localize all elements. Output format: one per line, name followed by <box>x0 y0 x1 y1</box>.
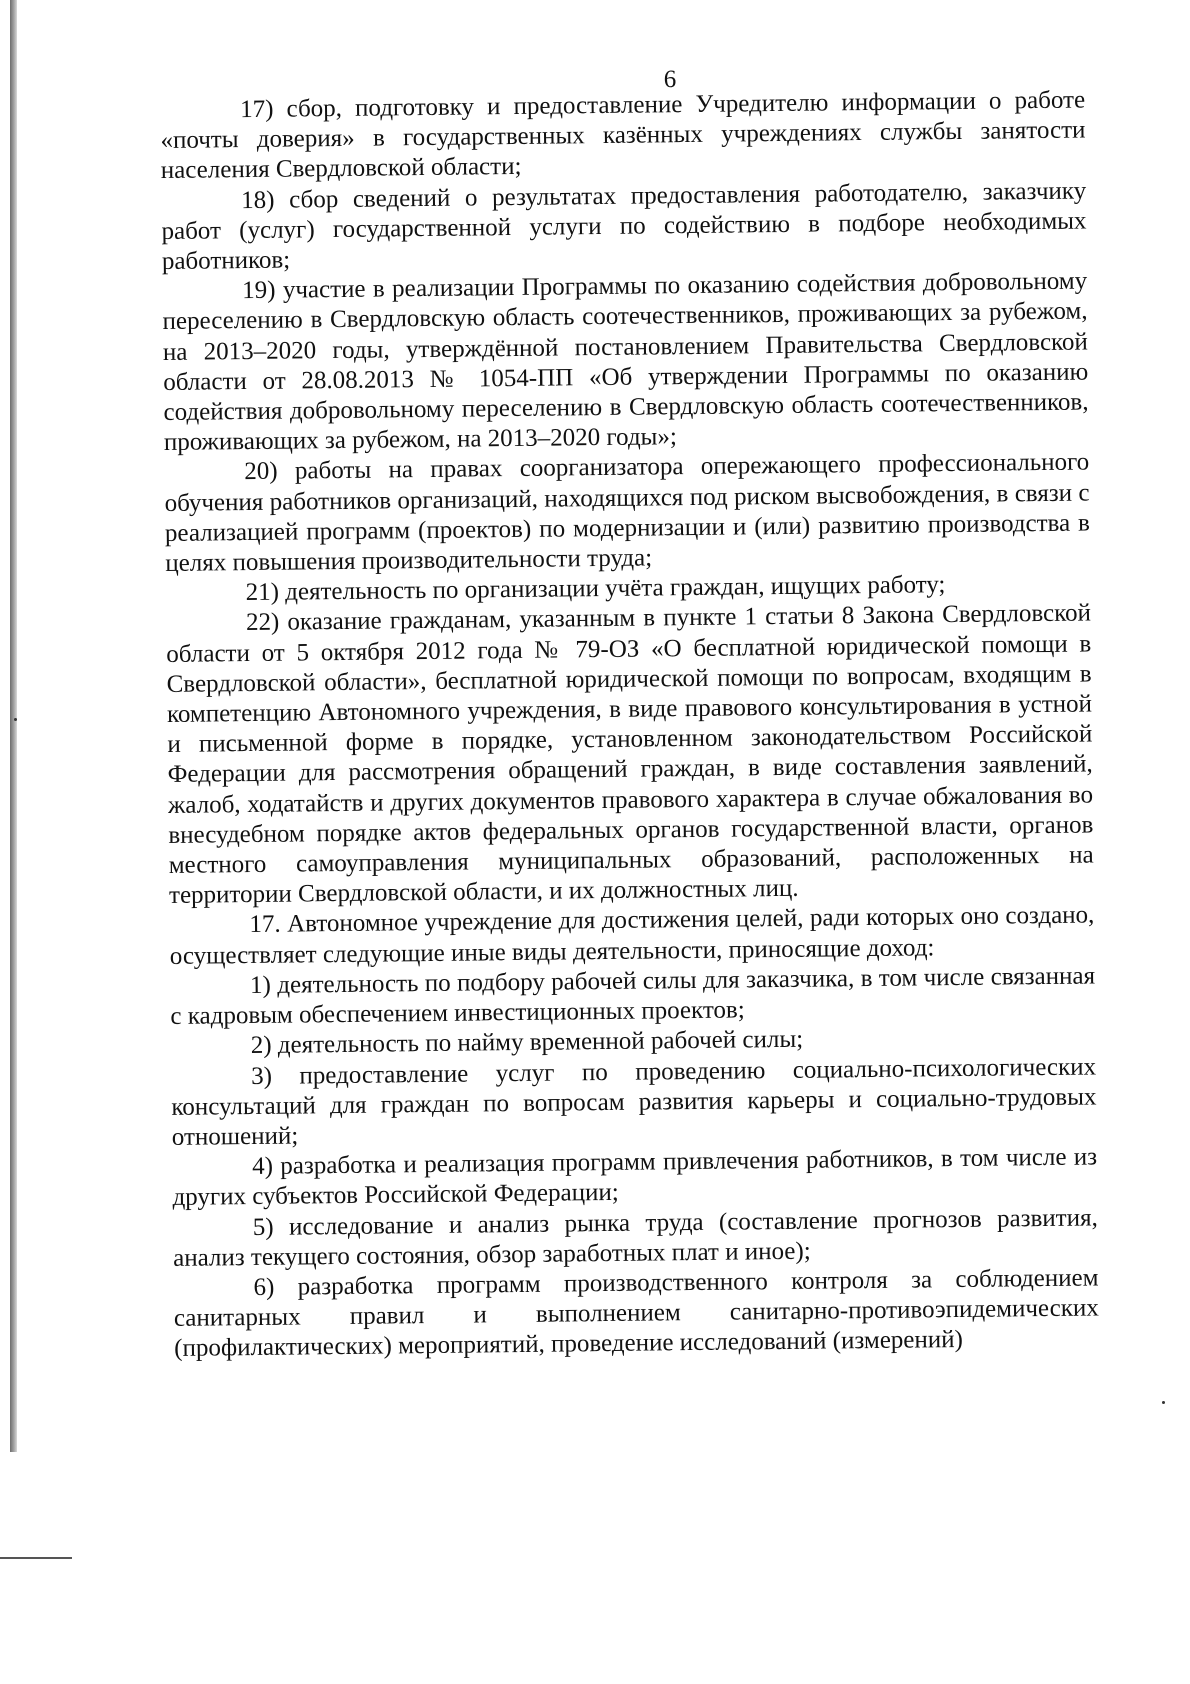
paragraph-item-18: 18) сбор сведений о результатах предоставления работодателю, заказчику работ (услуг) государственной услуги по содействию в подборе необходимых работников; <box>161 177 1087 276</box>
page-number: 6 <box>663 66 677 93</box>
section-17-intro: 17. Автономное учреждение для достижения целей, ради которых оно создано, осуществляет следующие иные виды деятельности, приносящие доход: <box>169 901 1095 970</box>
income-activity-1: 1) деятельность по подбору рабочей силы для заказчика, в том числе связанная с кадровым обеспечением инвестиционных проектов; <box>170 962 1096 1031</box>
scan-speck <box>14 718 17 721</box>
scan-speck <box>1162 1401 1165 1404</box>
margin-rule <box>0 1557 72 1559</box>
income-activity-6: 6) разработка программ производственного контроля за соблюдением санитарных правил и выполнением санитарно-противоэпидемических (профилактических) мероприятий, проведение исследований (измерений) <box>173 1264 1099 1363</box>
income-activity-5: 5) исследование и анализ рынка труда (составление прогнозов развития, анализ текущего состояния, обзор заработных плат и иное); <box>173 1203 1098 1272</box>
income-activity-2: 2) деятельность по найму временной рабочей силы; <box>250 1026 804 1060</box>
paragraph-item-22: 22) оказание гражданам, указанным в пункте 1 статьи 8 Закона Свердловской области от 5 октября 2012 года № 79-ОЗ «О бесплатной юридической помощи в Свердловской области», бесплатной юридической помощи по вопросам, входящим в компетенцию Автономного учреждения, в виде правового консультирования в устной и письменной форме в порядке, установленном законодательством Российской Федерации для рассмотрения обращений граждан, в виде составления заявлений, жалоб, ходатайств и других документов правового характера в случае обжалования во внесудебном порядке актов федеральных органов государственной власти, органов местного самоуправления муниципальных образований, расположенных на территории Свердловской области, и их должностных лиц. <box>166 599 1094 910</box>
paragraph-item-20: 20) работы на правах соорганизатора опережающего профессионального обучения работников организаций, находящихся под риском высвобождения, в связи с реализацией программ (проектов) по модернизации и (или) развитию производства в целях повышения производительности труда; <box>164 448 1091 578</box>
paragraph-item-21: 21) деятельность по организации учёта граждан, ищущих работу; <box>245 571 946 607</box>
income-activity-3: 3) предоставление услуг по проведению социально-психологических консультаций для граждан по вопросам развития карьеры и социально-трудовых отношений; <box>171 1052 1097 1151</box>
paragraph-item-17: 17) сбор, подготовку и предоставление Учредителю информации о работе «почты доверия» в государственных казённых учреждениях службы занятости населения Свердловской области; <box>160 86 1086 185</box>
income-activity-4: 4) разработка и реализация программ привлечения работников, в том числе из других субъектов Российской Федерации; <box>172 1143 1098 1212</box>
document-body <box>160 86 1099 1365</box>
paragraph-item-19: 19) участие в реализации Программы по оказанию содействия добровольному переселению в Свердловскую область соотечественников, проживающих за рубежом, на 2013–2020 годы, утверждённой постановлением Правительства Свердловской области от 28.08.2013 № 1054-ПП «Об утверждении Программы по оказанию содействия добровольному переселению в Свердловскую область соотечественников, проживающих за рубежом, на 2013–2020 годы»; <box>162 267 1089 457</box>
scan-edge-shadow <box>10 0 17 1452</box>
